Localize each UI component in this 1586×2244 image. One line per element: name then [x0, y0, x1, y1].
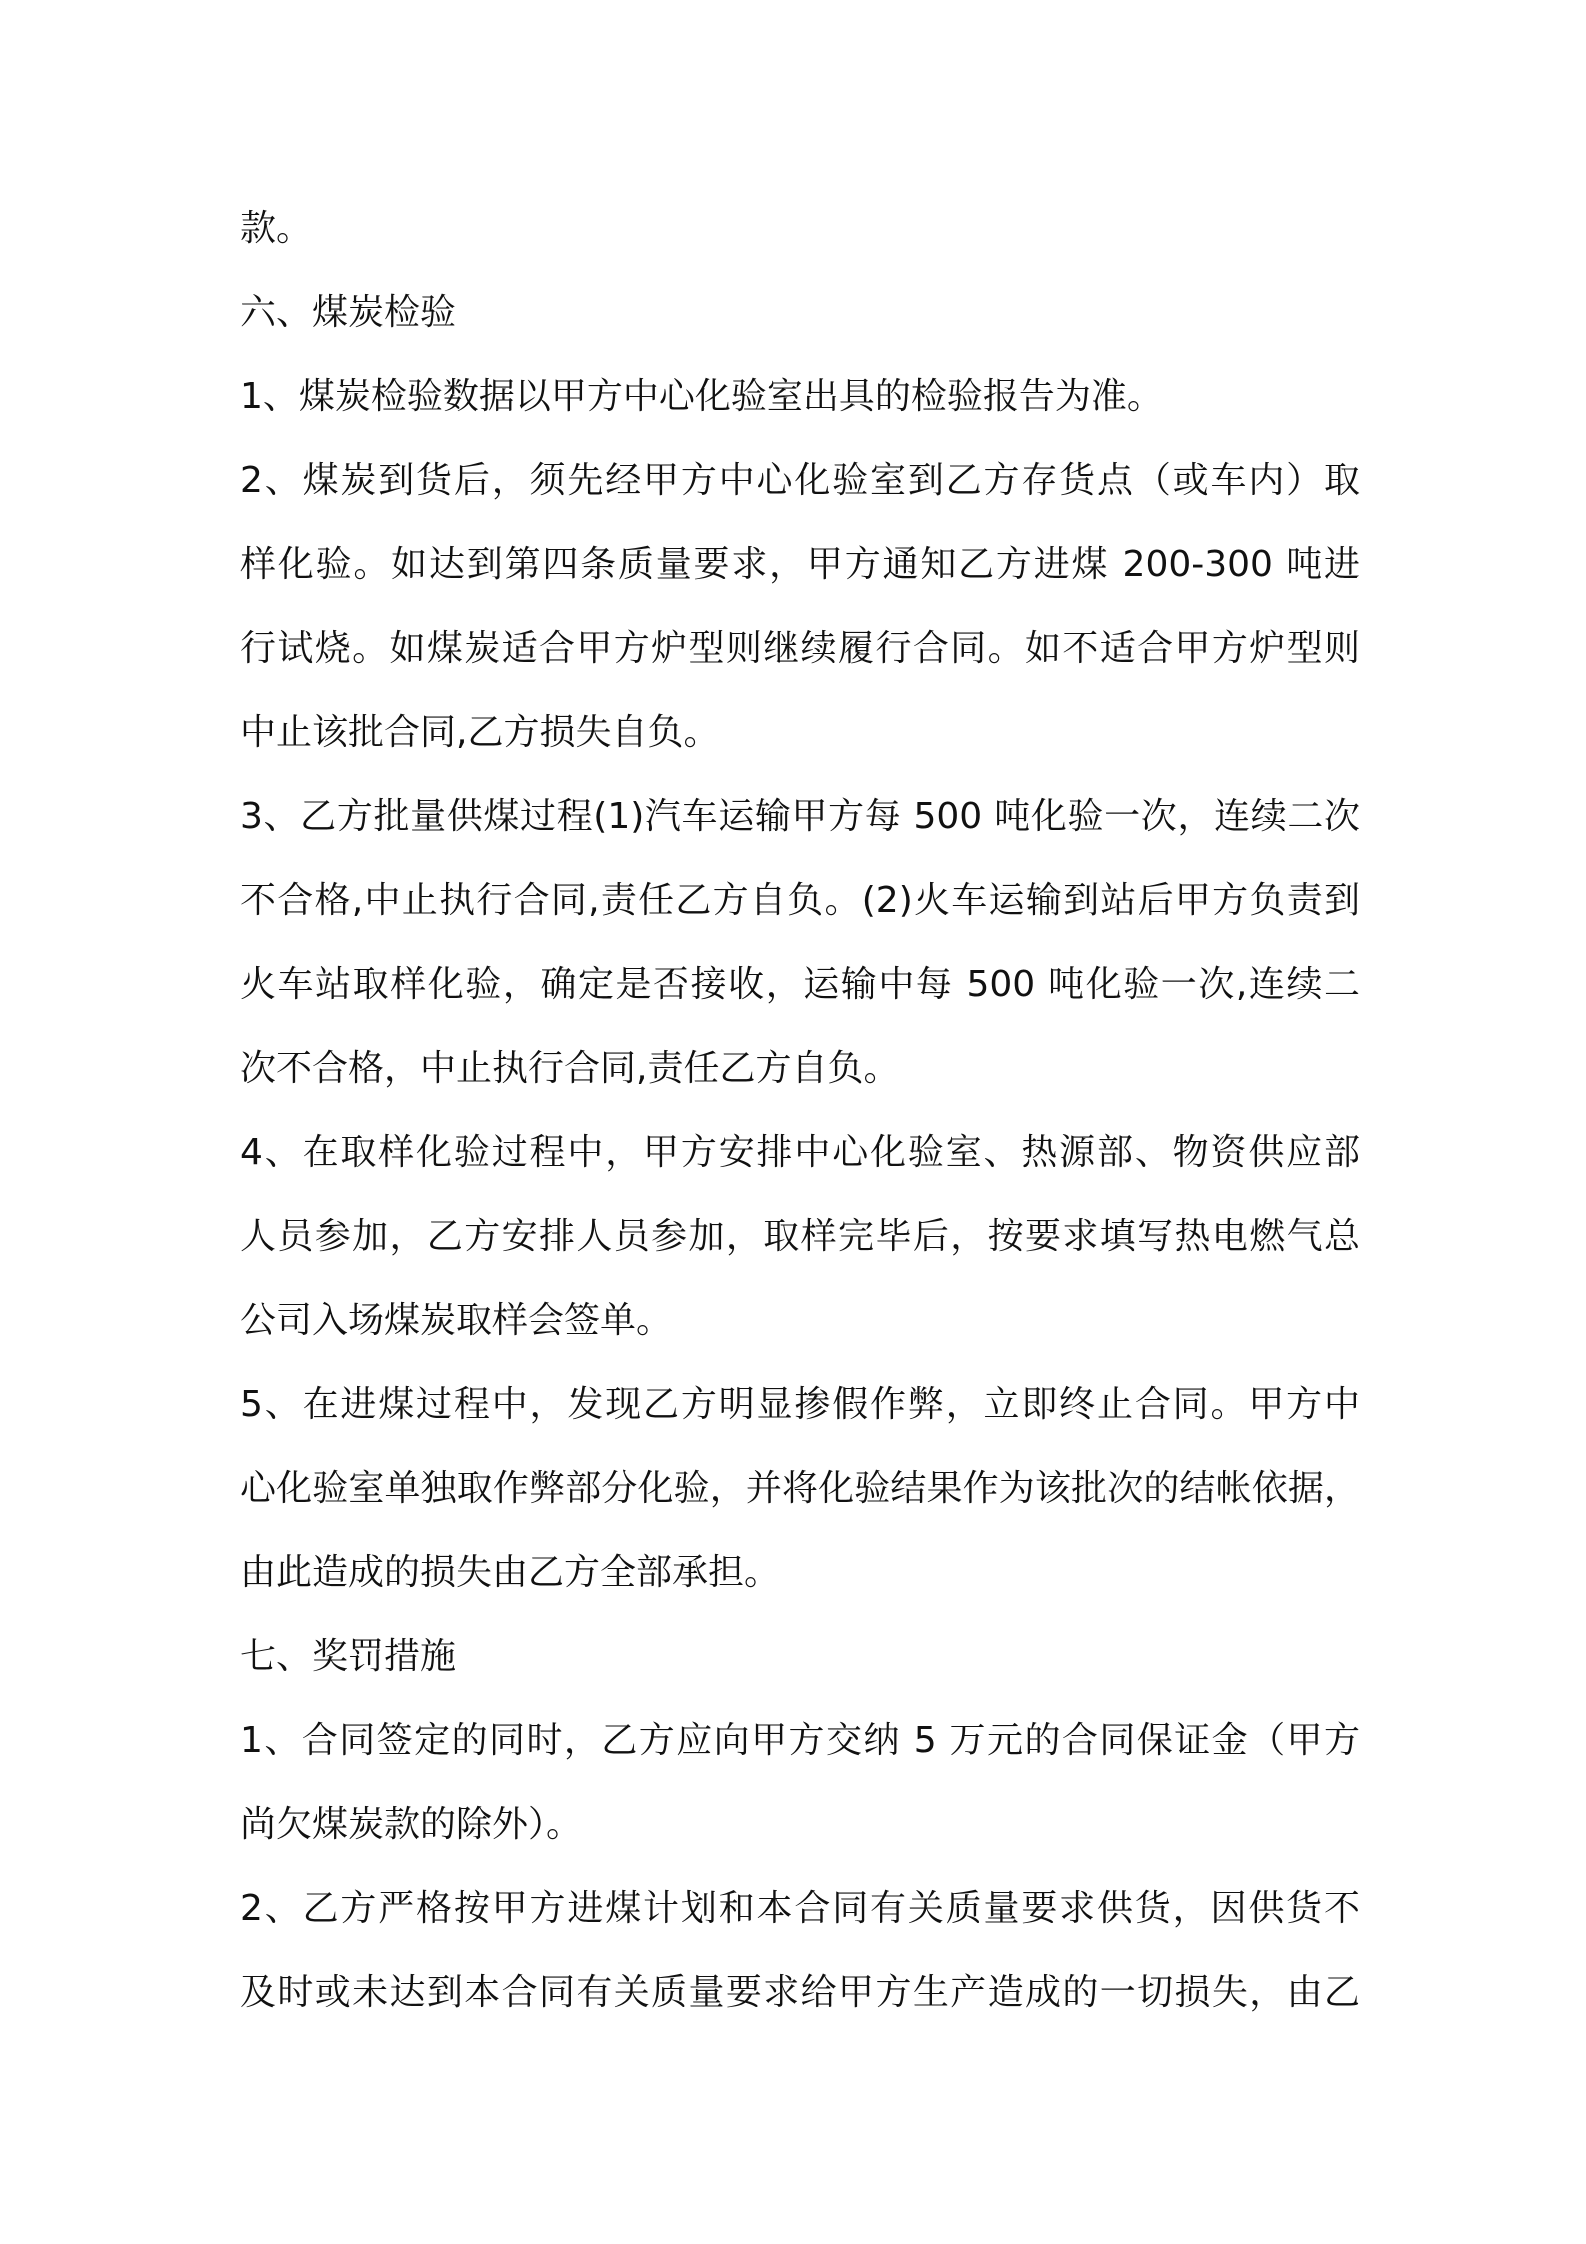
- text-line: 公司入场煤炭取样会签单。: [240, 1300, 673, 1341]
- text-line: 不合格,中止执行合同,责任乙方自负。(2)火车运输到站后甲方负责到: [240, 880, 1360, 921]
- text-line: 款。: [240, 208, 313, 249]
- text-line: 1、合同签定的同时，乙方应向甲方交纳 5 万元的合同保证金（甲方: [240, 1720, 1360, 1761]
- text-line: 1、煤炭检验数据以甲方中心化验室出具的检验报告为准。: [240, 376, 1163, 417]
- text-line: 样化验。如达到第四条质量要求，甲方通知乙方进煤 200-300 吨进: [240, 544, 1360, 585]
- text-line: 次不合格，中止执行合同,责任乙方自负。: [240, 1048, 900, 1089]
- text-line: 及时或未达到本合同有关质量要求给甲方生产造成的一切损失，由乙: [240, 1972, 1360, 2013]
- text-line: 六、煤炭检验: [240, 292, 457, 333]
- text-line: 心化验室单独取作弊部分化验，并将化验结果作为该批次的结帐依据，: [240, 1468, 1360, 1509]
- text-line: 2、乙方严格按甲方进煤计划和本合同有关质量要求供货，因供货不: [240, 1888, 1360, 1929]
- text-line: 2、煤炭到货后，须先经甲方中心化验室到乙方存货点（或车内）取: [240, 460, 1360, 501]
- text-line: 5、在进煤过程中，发现乙方明显掺假作弊，立即终止合同。甲方中: [240, 1384, 1360, 1425]
- text-line: 中止该批合同,乙方损失自负。: [240, 712, 720, 753]
- document-body: [240, 187, 1360, 2035]
- text-line: 由此造成的损失由乙方全部承担。: [240, 1552, 781, 1593]
- text-line: 人员参加，乙方安排人员参加，取样完毕后，按要求填写热电燃气总: [240, 1216, 1360, 1257]
- text-line: 3、乙方批量供煤过程(1)汽车运输甲方每 500 吨化验一次，连续二次: [240, 796, 1360, 837]
- text-line: 4、在取样化验过程中，甲方安排中心化验室、热源部、物资供应部: [240, 1132, 1360, 1173]
- text-line: 七、奖罚措施: [240, 1636, 457, 1677]
- text-line: 行试烧。如煤炭适合甲方炉型则继续履行合同。如不适合甲方炉型则: [240, 628, 1360, 669]
- text-line: 尚欠煤炭款的除外）。: [240, 1804, 583, 1845]
- text-line: 火车站取样化验，确定是否接收，运输中每 500 吨化验一次,连续二: [240, 964, 1360, 1005]
